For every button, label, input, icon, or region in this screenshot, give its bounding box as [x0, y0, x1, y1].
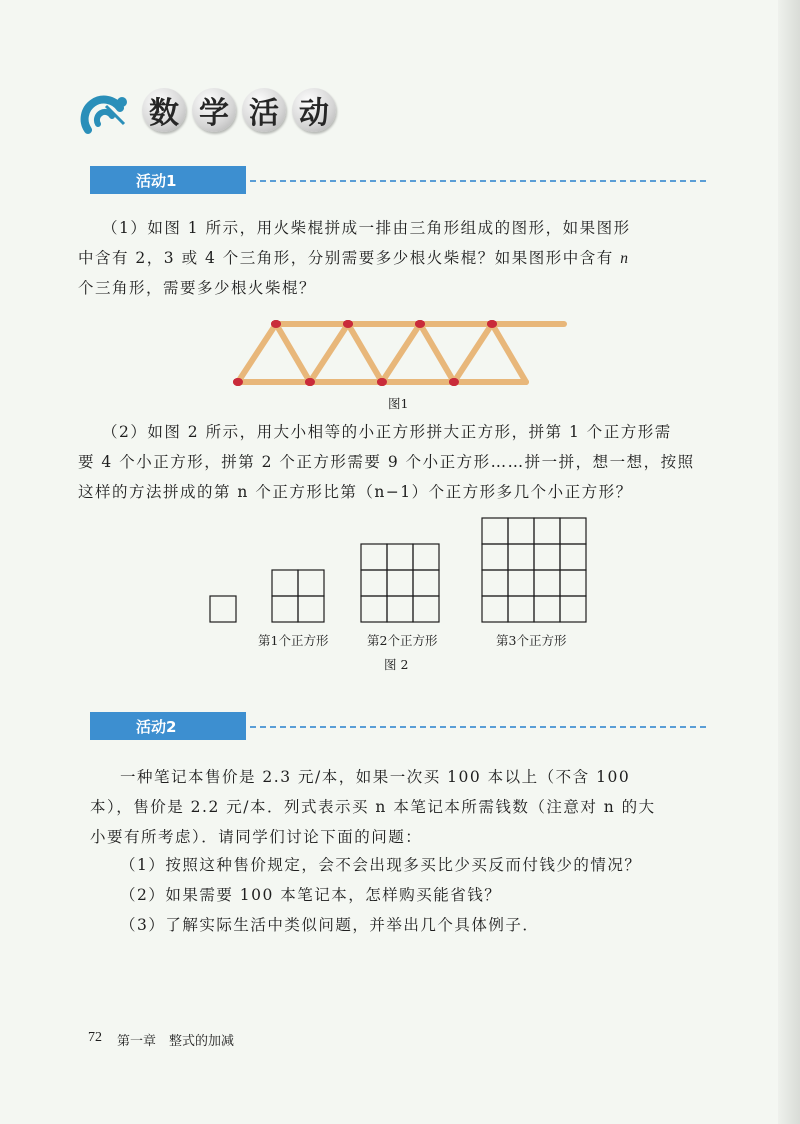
unit-square [560, 570, 586, 596]
activity1-divider [250, 180, 706, 182]
matchstick-head [449, 378, 459, 386]
unit-square [508, 518, 534, 544]
activity2-tab: 活动2 [90, 712, 246, 740]
unit-square [272, 596, 298, 622]
title-char: 活 [242, 88, 286, 132]
unit-square [508, 596, 534, 622]
unit-square [361, 596, 387, 622]
square-grid-1 [210, 596, 236, 622]
matchstick-head [305, 378, 315, 386]
page-edge [778, 0, 800, 1124]
unit-square [482, 518, 508, 544]
figure2-label-3: 第3个正方形 [496, 633, 567, 648]
square-grid-2 [272, 570, 324, 622]
unit-square [560, 518, 586, 544]
matchstick [382, 324, 420, 382]
unit-square [210, 596, 236, 622]
square-grid-4 [482, 518, 586, 622]
unit-square [508, 544, 534, 570]
unit-square [534, 596, 560, 622]
matchstick [310, 324, 348, 382]
matchstick-head [377, 378, 387, 386]
matchstick [276, 324, 310, 382]
unit-square [387, 570, 413, 596]
page-number: 72 [88, 1030, 102, 1045]
matchstick [492, 324, 526, 382]
a1-p1-line1: （1）如图 1 所示，用火柴棍拼成一排由三角形组成的图形，如果图形 [102, 219, 631, 237]
unit-square [361, 570, 387, 596]
unit-square [534, 570, 560, 596]
figure1-matchstick-triangles [230, 316, 570, 388]
unit-square [298, 596, 324, 622]
title-char: 学 [192, 88, 236, 132]
unit-square [482, 596, 508, 622]
a1-p2-line2: 要 4 个小正方形，拼第 2 个正方形需要 9 个小正方形……拼一拼，想一想，按照 [78, 453, 695, 471]
unit-square [413, 544, 439, 570]
matchstick [348, 324, 382, 382]
matchstick-head [233, 378, 243, 386]
title-char: 数 [142, 88, 186, 132]
unit-square [482, 544, 508, 570]
matchstick-head [271, 320, 281, 328]
unit-square [387, 544, 413, 570]
activity1-bar [90, 166, 706, 194]
figure2-label-2: 第2个正方形 [367, 633, 438, 648]
figure2-label-1: 第1个正方形 [258, 633, 329, 648]
matchstick [420, 324, 454, 382]
unit-square [413, 570, 439, 596]
unit-square [272, 570, 298, 596]
activity2-divider [250, 726, 706, 728]
unit-square [482, 570, 508, 596]
unit-square [534, 518, 560, 544]
chapter-title: 第一章 整式的加减 [117, 1034, 235, 1049]
a2-question-3: （3）了解实际生活中类似问题，并举出几个具体例子． [120, 916, 540, 934]
title-char: 动 [292, 88, 336, 132]
a2-question-2: （2）如果需要 100 本笔记本，怎样购买能省钱？ [120, 886, 502, 904]
unit-square [387, 596, 413, 622]
a2-question-1: （1）按照这种售价规定，会不会出现多买比少买反而付钱少的情况？ [120, 856, 642, 874]
activity2-bar [90, 712, 706, 740]
figure2-square-grids [200, 516, 600, 626]
matchstick-head [487, 320, 497, 328]
a1-p1-line2: 中含有 2，3 或 4 个三角形，分别需要多少根火柴棍？如果图形中含有 n [78, 249, 630, 267]
matchstick-head [415, 320, 425, 328]
var-n: n [620, 250, 630, 267]
activity-logo-icon [84, 94, 128, 134]
matchstick [238, 324, 276, 382]
matchstick [454, 324, 492, 382]
unit-square [361, 544, 387, 570]
figure2-caption: 图 2 [384, 657, 409, 672]
square-grid-3 [361, 544, 439, 622]
unit-square [560, 596, 586, 622]
unit-square [298, 570, 324, 596]
a1-p2-line1: （2）如图 2 所示，用大小相等的小正方形拼大正方形，拼第 1 个正方形需 [102, 423, 672, 441]
unit-square [560, 544, 586, 570]
a1-p2-line3: 这样的方法拼成的第 n 个正方形比第（n−1）个正方形多几个小正方形？ [78, 483, 633, 501]
activity1-tab: 活动1 [90, 166, 246, 194]
unit-square [413, 596, 439, 622]
a2-p-line2: 本），售价是 2.2 元/本．列式表示买 n 本笔记本所需钱数（注意对 n 的大 [90, 798, 656, 816]
matchstick-head [343, 320, 353, 328]
a1-p1-line3: 个三角形，需要多少根火柴棍？ [78, 279, 317, 297]
unit-square [534, 544, 560, 570]
figure1-caption: 图1 [388, 396, 409, 411]
unit-square [508, 570, 534, 596]
a2-p-line3: 小要有所考虑）．请同学们讨论下面的问题： [90, 828, 423, 846]
a2-p-line1: 一种笔记本售价是 2.3 元/本，如果一次买 100 本以上（不含 100 [120, 768, 631, 786]
page-title [142, 88, 336, 132]
